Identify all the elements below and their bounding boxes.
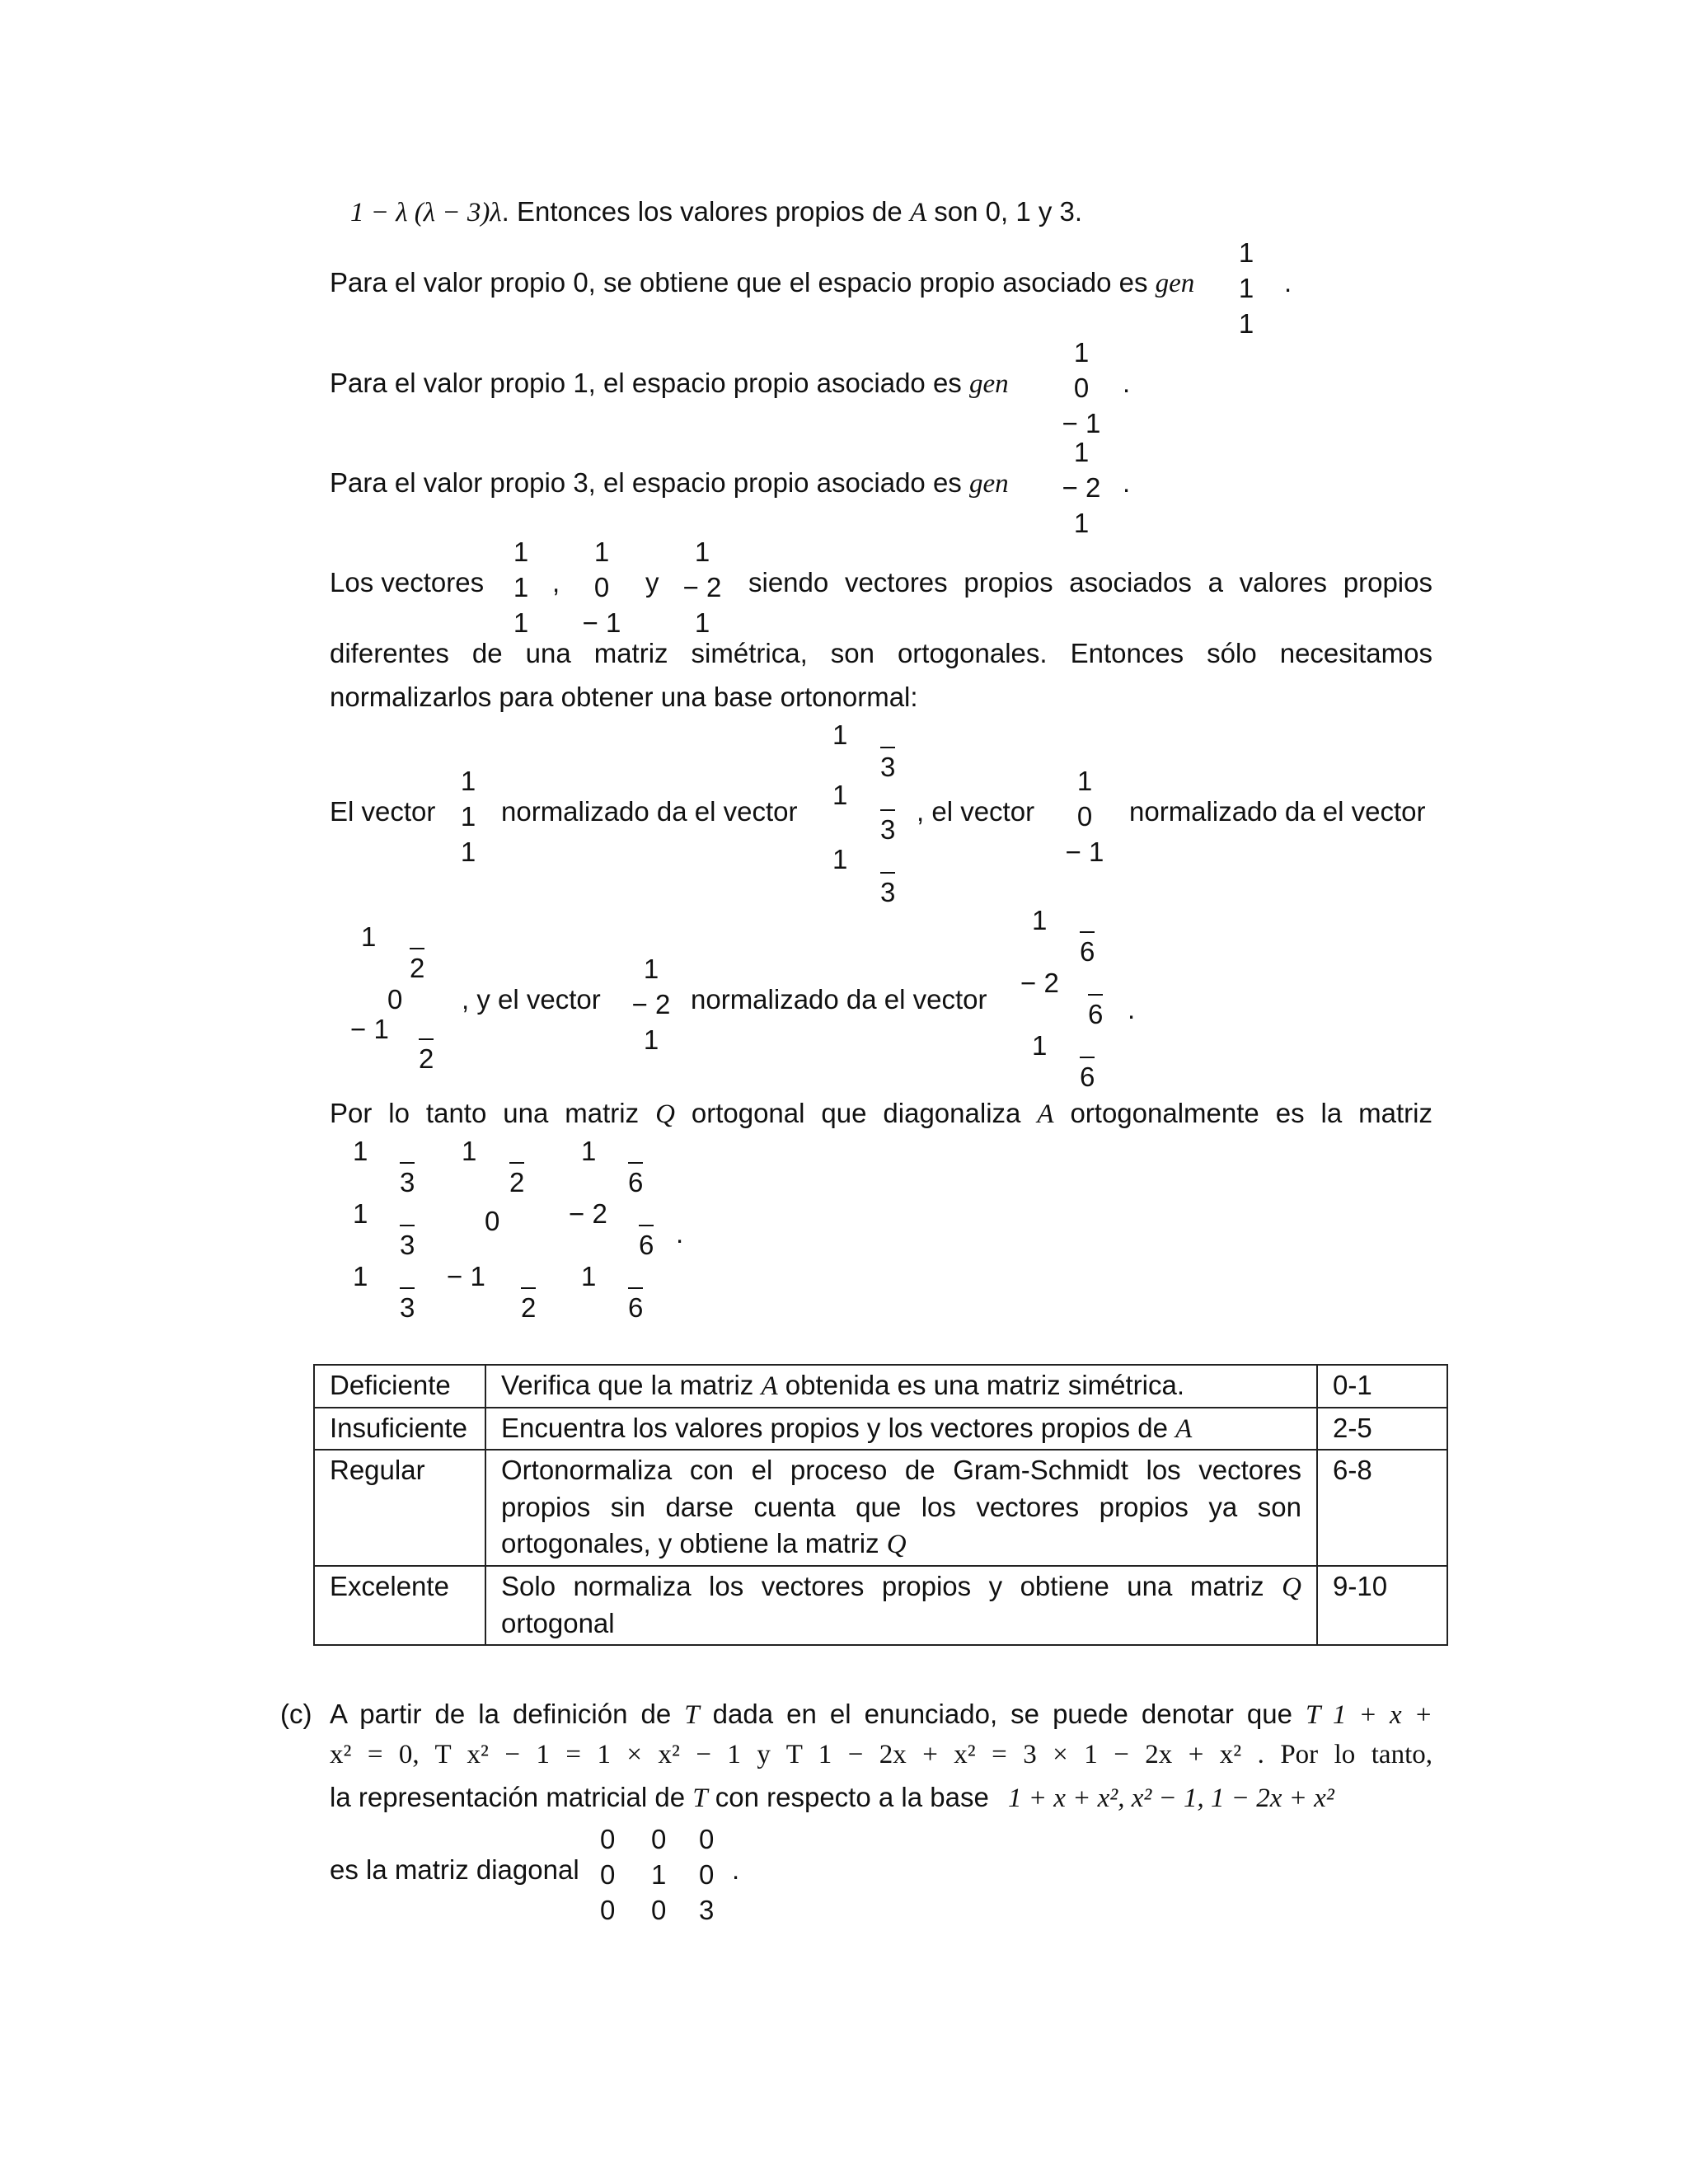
rubric-description: Encuentra los valores propios y los vectores propios de A — [485, 1408, 1317, 1451]
part-c-line-3: la representación matricial de T con respecto a la base 1 + x + x², x² − 1, 1 − 2x + x² — [330, 1782, 1334, 1813]
eigenvector-3: 1 − 2 1 — [1062, 437, 1101, 538]
vector-v2: 1 0 − 1 — [582, 537, 621, 638]
rubric-level: Insuficiente — [314, 1408, 485, 1451]
rubric-description: Ortonormaliza con el proceso de Gram-Schmidt los vectores propios sin darse cuenta que los vectores propios ya son ortogonales, y obtiene la matriz Q — [485, 1450, 1317, 1566]
char-poly: 1 − λ (λ − 3)λ — [350, 198, 502, 227]
part-c-line-2: x² = 0, T x² − 1 = 1 × x² − 1 y T 1 − 2x + x² = 3 × 1 − 2x + x² . Por lo tanto, — [330, 1740, 1432, 1769]
rubric-level: Deficiente — [314, 1365, 485, 1408]
rubric-description: Verifica que la matriz A obtenida es una matriz simétrica. — [485, 1365, 1317, 1408]
rubric-description: Solo normaliza los vectores propios y obtiene una matriz Q ortogonal — [485, 1566, 1317, 1645]
vector-v3: 1 − 2 1 — [682, 537, 722, 638]
rubric-points: 6-8 — [1317, 1450, 1447, 1566]
vector-v3-b: 1 − 2 1 — [631, 954, 671, 1055]
rubric-points: 9-10 — [1317, 1566, 1447, 1645]
vectores-label: Los vectores — [330, 567, 485, 598]
table-row — [314, 1365, 1447, 1408]
table-row — [314, 1450, 1447, 1566]
table-row — [314, 1408, 1447, 1451]
eigenspace-3-text: Para el valor propio 3, el espacio propio asociado es gen — [330, 467, 1009, 499]
vector-v1-b: 1 1 1 — [460, 766, 476, 867]
eigenvector-1: 1 0 − 1 — [1062, 337, 1101, 438]
table-row — [314, 1566, 1447, 1645]
rubric-points: 2-5 — [1317, 1408, 1447, 1451]
rubric-points: 0-1 — [1317, 1365, 1447, 1408]
part-c-line-1: A partir de la definición de T dada en el enunciado, se puede denotar que T 1 + x + — [330, 1699, 1432, 1730]
rubric-level: Excelente — [314, 1566, 485, 1645]
characteristic-polynomial-line: 1 − λ (λ − 3)λ. Entonces los valores propios de A son 0, 1 y 3. — [350, 196, 1083, 227]
rubric-table — [313, 1364, 1448, 1646]
vector-v1: 1 1 1 — [513, 537, 529, 638]
vector-v2-b: 1 0 − 1 — [1065, 766, 1104, 867]
eigenspace-0-text: Para el valor propio 0, se obtiene que el espacio propio asociado es gen — [330, 267, 1195, 298]
part-c-line-4: es la matriz diagonal — [330, 1854, 579, 1885]
por-lo-tanto-line: Por lo tanto una matriz Q ortogonal que diagonaliza A ortogonalmente es la matriz — [330, 1098, 1432, 1129]
eigenspace-1-text: Para el valor propio 1, el espacio propio asociado es gen — [330, 368, 1009, 399]
part-c-label: (c) — [280, 1699, 312, 1729]
diagonal-matrix: 0 0 0 0 1 0 0 0 3 — [600, 1824, 715, 1925]
eigenvector-0: 1 1 1 — [1238, 237, 1254, 339]
rubric-level: Regular — [314, 1450, 485, 1566]
